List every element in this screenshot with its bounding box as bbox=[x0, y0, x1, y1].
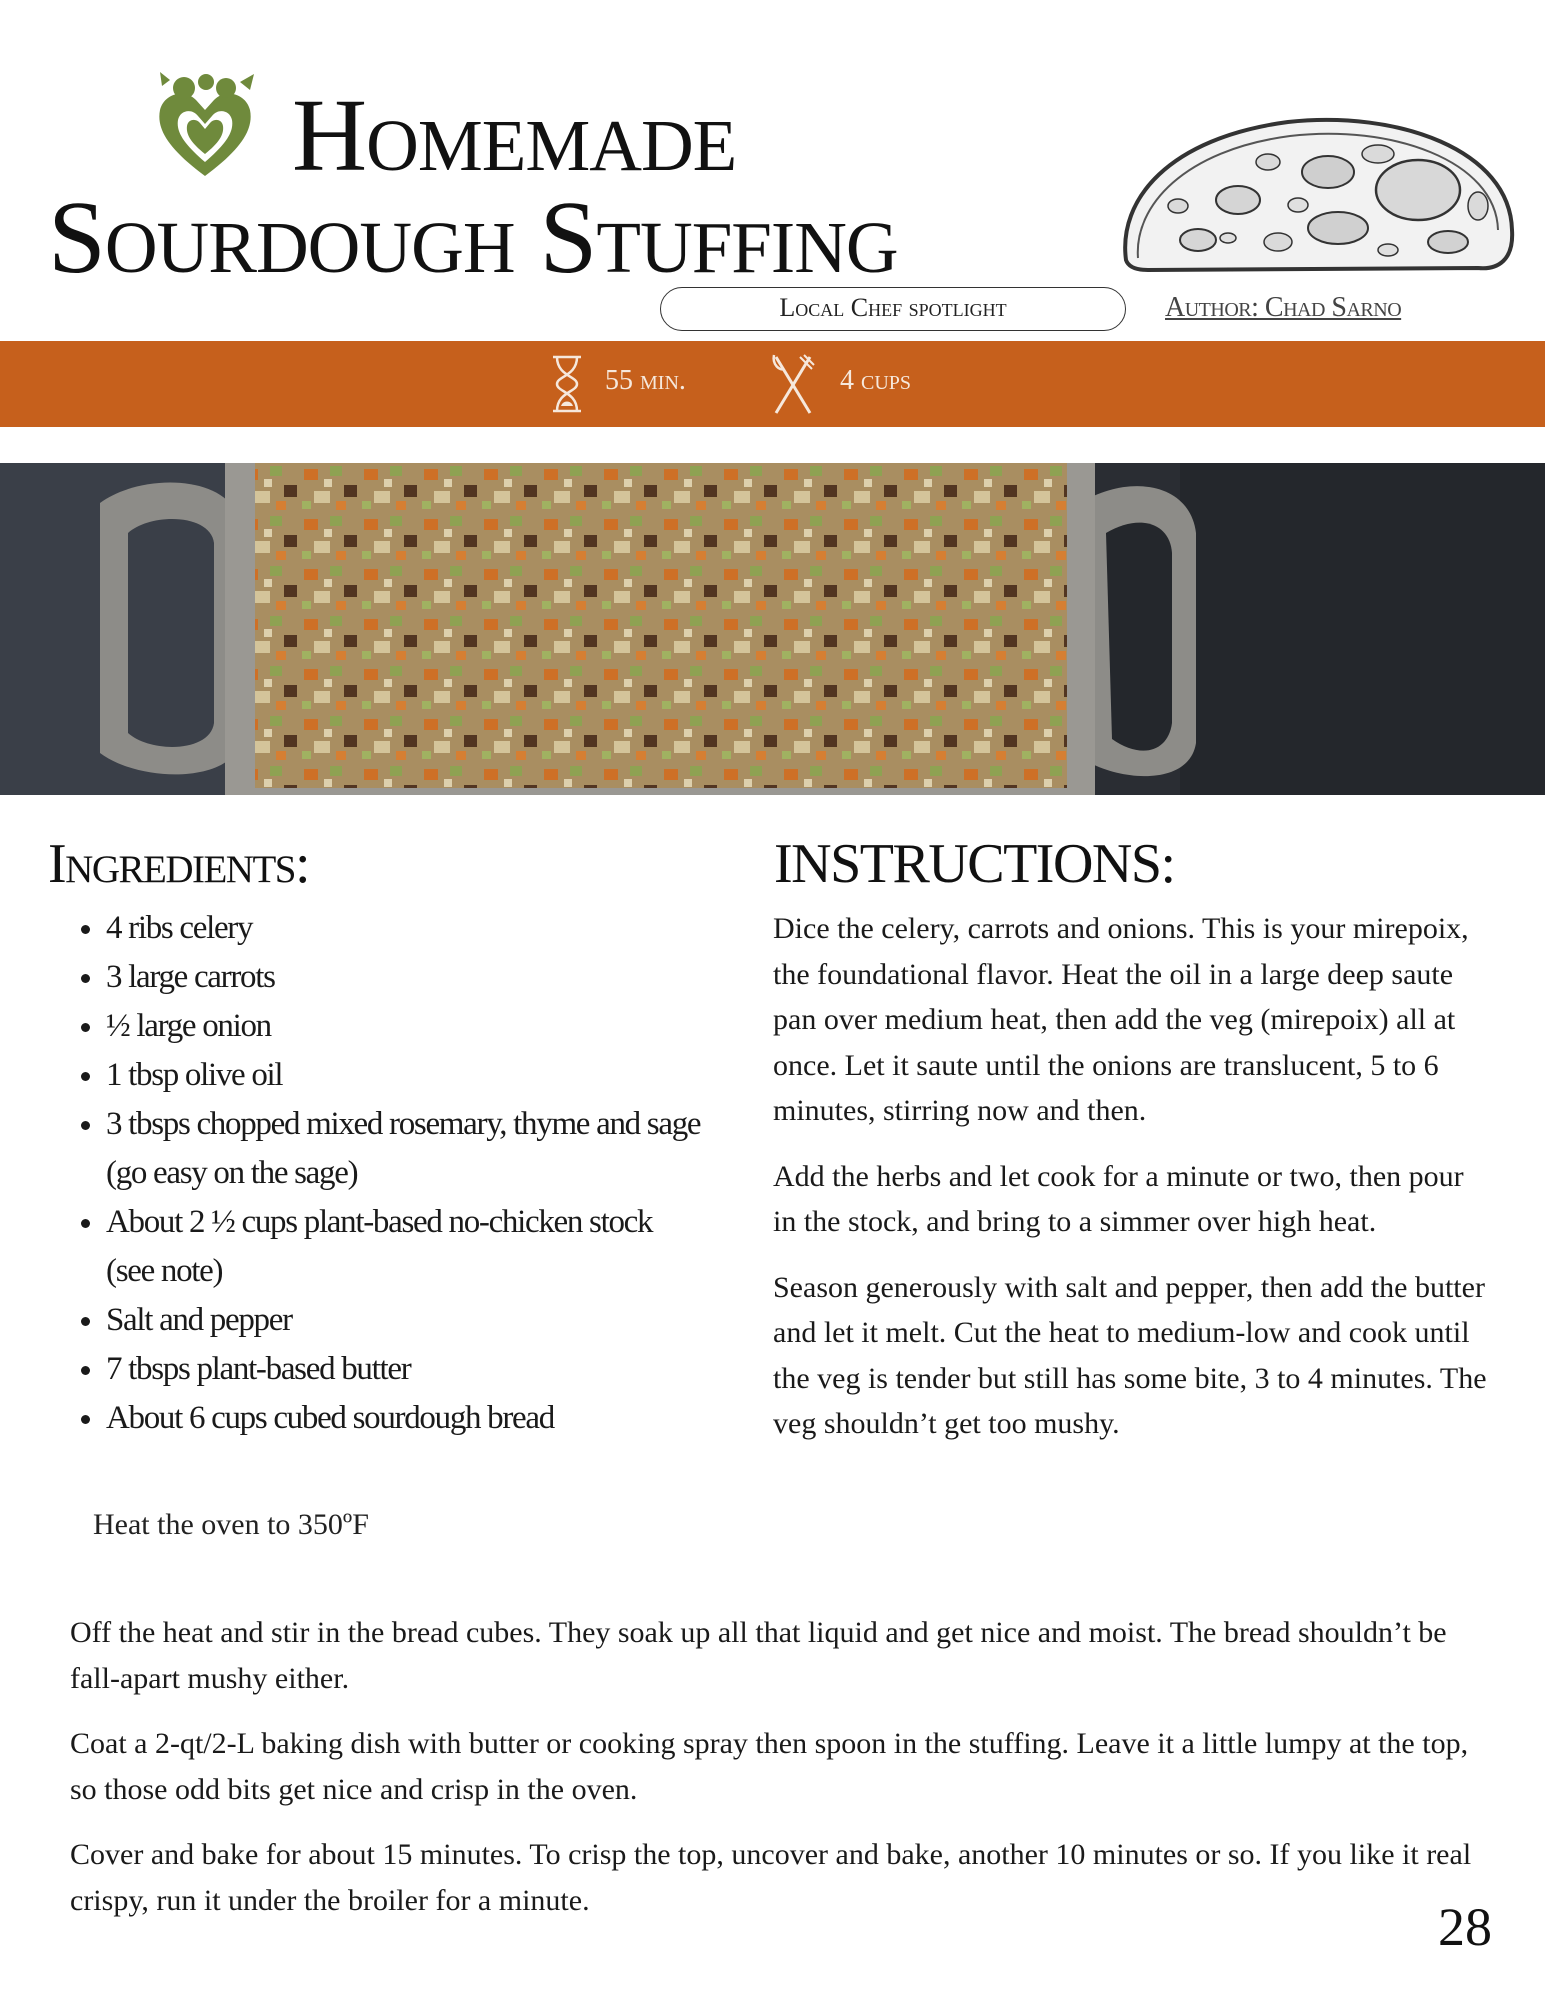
cook-time: 55 min. bbox=[605, 365, 686, 396]
instruction-step: Coat a 2-qt/2-L baking dish with butter or cooking spray then spoon in the stuffing. Leave it a little lumpy at the top, so those odd bits get nice and crisp in the oven. bbox=[70, 1727, 1469, 1806]
list-item: • 3 large carrots bbox=[106, 953, 706, 1002]
instruction-step: Add the herbs and let cook for a minute or two, then pour in the stock, and bring to a simmer over high heat. bbox=[773, 1159, 1464, 1238]
list-item: • 3 tbsps chopped mixed rosemary, thyme and sage (go easy on the sage) bbox=[106, 1100, 706, 1198]
heart-produce-icon bbox=[150, 72, 260, 182]
instructions-heading: INSTRUCTIONS: bbox=[774, 833, 1175, 895]
list-item: • Salt and pepper bbox=[106, 1296, 706, 1345]
ingredients-list bbox=[70, 904, 706, 1443]
ingredients-heading: Ingredients: bbox=[48, 833, 310, 895]
title-line-1: Homemade bbox=[292, 78, 737, 193]
instruction-step: Cover and bake for about 15 minutes. To crisp the top, uncover and bake, another 10 minutes or so. If you like it real crispy, run it under the broiler for a minute. bbox=[70, 1838, 1472, 1917]
title-line-2: Sourdough Stuffing bbox=[48, 180, 898, 295]
page-number: 28 bbox=[1438, 1897, 1492, 1957]
list-item: • ½ large onion bbox=[106, 1002, 706, 1051]
fork-knife-icon bbox=[770, 353, 816, 417]
recipe-meta-band bbox=[0, 341, 1545, 427]
author-link[interactable]: Author: Chad Sarno bbox=[1165, 292, 1402, 323]
list-item: • About 6 cups cubed sourdough bread bbox=[106, 1394, 706, 1443]
list-item: • 1 tbsp olive oil bbox=[106, 1051, 706, 1100]
instructions-continued bbox=[70, 1610, 1490, 1943]
stuffing-dish-photo bbox=[0, 463, 1545, 795]
list-item: • About 2 ½ cups plant-based no-chicken stock (see note) bbox=[106, 1198, 706, 1296]
instruction-step: Off the heat and stir in the bread cubes. They soak up all that liquid and get nice and moist. The bread shouldn’t be fall-apart mushy either. bbox=[70, 1616, 1447, 1695]
list-item: • 4 ribs celery bbox=[106, 904, 706, 953]
yield: 4 cups bbox=[840, 365, 912, 396]
local-chef-spotlight-badge: Local Chef spotlight bbox=[660, 287, 1126, 331]
hourglass-icon bbox=[549, 354, 585, 414]
instruction-step: Season generously with salt and pepper, then add the butter and let it melt. Cut the heat to medium-low and cook until the veg is tender but still has some bite, 3 to 4 minutes. The veg shouldn’t get too mushy. bbox=[773, 1270, 1487, 1440]
instructions-column bbox=[773, 906, 1493, 1467]
instruction-step: Dice the celery, carrots and onions. This is your mirepoix, the foundational flavor. Heat the oil in a large deep saute pan over medium heat, then add the veg (mirepoix) all at once. Let it saute until the onions are translucent, 5 to 6 minutes, stirring now and then. bbox=[773, 912, 1469, 1127]
oven-note: Heat the oven to 350ºF bbox=[93, 1508, 369, 1541]
sourdough-loaf-illustration bbox=[1118, 110, 1518, 280]
list-item: • 7 tbsps plant-based butter bbox=[106, 1345, 706, 1394]
